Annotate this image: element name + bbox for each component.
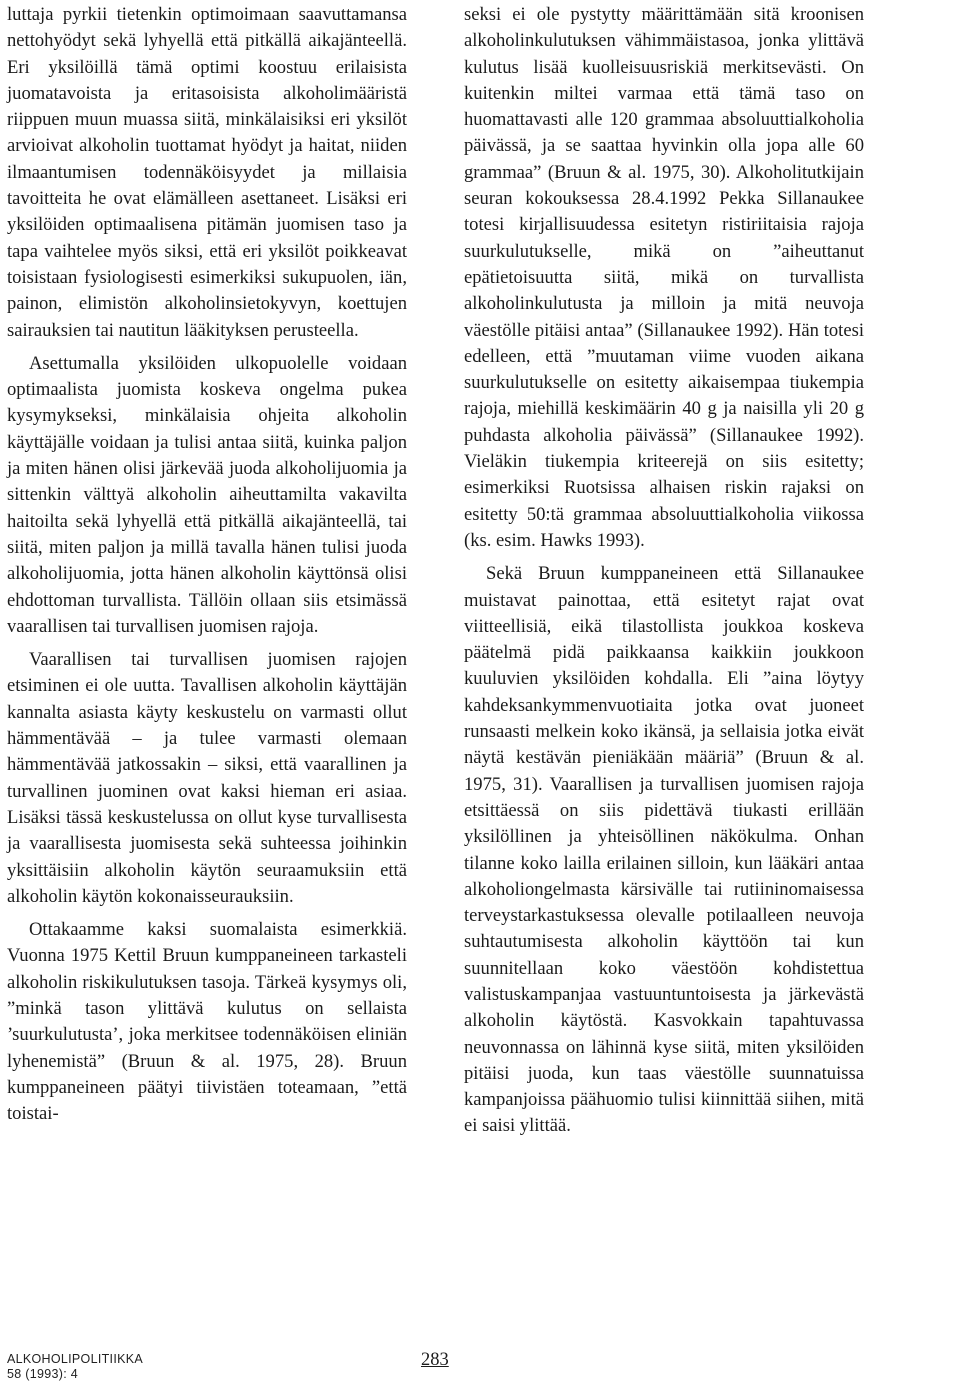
paragraph: seksi ei ole pystytty määrittämään sitä kroonisen alkoholinkulutuksen vähimmäistasoa, jonka ylittävä kulutus lisää kuolleisuusriskiä merkitsevästi. On kuitenkin miltei varmaa että tämä taso on huomattavasti alle 120 grammaa absoluuttialkoholia päivässä, ja se saattaa hyvinkin olla jopa alle 60 grammaa” (Bruun & al. 1975, 30). Alkoholitutkijain seuran kokouksessa 28.4.1992 Pekka Sillanaukee totesi kirjallisuudessa esitetyn ristiriitaisia rajoja suurkulutukselle, mikä on ”aiheuttanut epätietoisuutta siitä, mikä on turvallista alkoholinkulutusta ja milloin ja mitä neuvoja väestölle pitäisi antaa” (Sillanaukee 1992). Hän totesi edelleen, että ”muutaman viime vuoden aikana suurkulutukselle on esitetty aikaisempaa tiukempia rajoja, miehillä keskimäärin 40 g ja naisilla yli 20 g puhdasta alkoholia päivässä” (Sillanaukee 1992). Vieläkin tiukempia kriteerejä on siis esitetty; esimerkiksi Ruotsissa alhaisen riskin rajaksi on esitetty 50:tä grammaa absoluuttialkoholia viikossa (ks. esim. Hawks 1993). [464,4,864,551]
paragraph: Ottakaamme kaksi suomalaista esimerkkiä. Vuonna 1975 Kettil Bruun kumppaneineen tarkasteli alkoholin riskikulutuksen tasoja. Tärkeä kysymys oli, ”minkä tason ylittävä kulutus on sellaista ’suurkulutusta’, joka merkitsee todennäköisen eliniän lyhenemistä” (Bruun & al. 1975, 28). Bruun kumppaneineen päätyi tiivistäen toteamaan, ”että toistai- [7,919,407,1125]
paragraph: Asettumalla yksilöiden ulkopuolelle voidaan optimaalista juomista koskeva ongelma pukea kysymykseksi, minkälaisia ohjeita alkoholin käyttäjälle voidaan ja tulisi antaa siitä, kuinka paljon ja miten hänen olisi järkevää juoda alkoholijuomia ja sittenkin välttyä alkoholin aiheuttamilta vakavilta haitoilta sekä lyhyellä että pitkällä aikajänteellä, tai siitä, miten paljon ja millä tavalla hänen tulisi juoda alkoholijuomia, jotta hänen alkoholin käyttönsä olisi ehdottoman turvallista. Tällöin ollaan siis etsimässä vaarallisen tai turvallisen juomisen rajoja. [7,352,407,637]
publication-issue: 58 (1993): 4 [7,1367,79,1381]
publication-info [7,1352,143,1382]
paragraph: Vaarallisen tai turvallisen juomisen rajojen etsiminen ei ole uutta. Tavallisen alkoholin käyttäjän kannalta asiasta käyty keskustelu on varmasti ollut hämmentävää – ja tulee varmasti olemaan hämmentävää jatkossakin – siksi, että vaarallinen ja turvallinen juominen ovat kaksi hieman eri asiaa. Lisäksi tässä keskustelussa on ollut kyse turvallisesta ja vaarallisesta juomisesta sekä suhteessa joihinkin yksittäisiin alkoholin käytön seuraamuksiin että alkoholin käytön kokonaisseurauksiin. [7,649,407,907]
publication-title: ALKOHOLIPOLITIIKKA [7,1352,144,1366]
right-text-column [464,2,864,1140]
page-number: 283 [421,1350,449,1370]
paragraph: luttaja pyrkii tietenkin optimoimaan saavuttamansa nettohyödyt sekä lyhyellä että pitkällä aikajänteellä. Eri yksilöillä tämä optimi koostuu erilaisista juomatavoista ja eritasoisista alkoholimääristä riippuen muun muassa siitä, minkälaisiksi eri yksilöt arvioivat alkoholin tuottamat hyödyt ja haitat, niiden ilmaantumisen todennäköisyydet ja millaisia tavoitteita he ovat elämälleen asettaneet. Lisäksi eri yksilöiden optimaalisena pitämän juomisen taso ja tapa vaihtelee myös siksi, että eri yksilöt poikkeavat toisistaan fysiologisesti esimerkiksi sukupuolen, iän, painon, elimistön alkoholinsietokyvyn, koettujen sairauksien tai nautitun lääkityksen perusteella. [7,4,407,341]
paragraph: Sekä Bruun kumppaneineen että Sillanaukee muistavat painottaa, että esitetyt rajat ovat viitteellisiä, eikä tilastollista joukkoa koskeva päätelmä pidä paikkaansa kaikkiin joukkoon kuuluvien yksilöiden kohdalla. Eli ”aina löytyy kahdeksankymmenvuotiaita jotka ovat juoneet runsaasti melkein koko ikänsä, ja sellaisia jotka eivät näytä kestävän pieniäkään määriä” (Bruun & al. 1975, 31). Vaarallisen ja turvallisen juomisen rajoja etsittäessä on siis pidettävä tiukasti erillään yksilöllinen ja yhteisöllinen näkökulma. Onhan tilanne koko lailla erilainen silloin, kun lääkäri antaa alkoholiongelmasta kärsivälle tai rutiininomaisessa terveystarkastuksessa olevalle potilaalleen neuvoja suhtautumisesta alkoholin käyttöön tai kun suunnitellaan koko väestöön kohdistettua valistuskampanjaa vastuuntuntoisesta ja järkevästä alkoholin käytöstä. Kasvokkain tapahtuvassa neuvonnassa on lähinnä kyse siitä, miten yksilöiden pitäisi juoda, kun taas väestölle suunnatuissa kampanjoissa päähuomio tulisi kiinnittää siihen, mitä ei saisi ylittää. [464,563,864,1137]
left-text-column [7,2,407,1127]
